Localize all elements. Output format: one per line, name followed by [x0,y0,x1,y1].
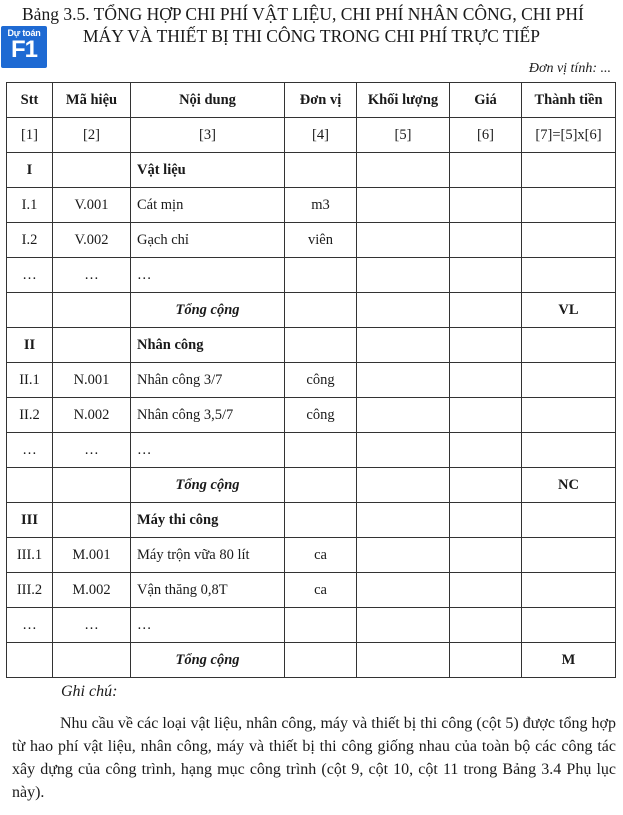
table-cell [357,398,450,433]
table-cell: viên [285,223,357,258]
table-cell: V.002 [53,223,131,258]
index-cell: [6] [450,118,522,153]
table-cell [357,643,450,678]
table-row [7,573,616,608]
header-cell: Stt [7,83,53,118]
table-cell [285,293,357,328]
table-cell: Tổng cộng [131,643,285,678]
table-cell [7,293,53,328]
table-row [7,643,616,678]
table-cell [357,538,450,573]
table-cell [450,468,522,503]
table-cell [53,328,131,363]
table-cell [450,398,522,433]
table-cell: … [131,608,285,643]
table-cell [522,538,616,573]
table-cell: Vật liệu [131,153,285,188]
table-cell [450,433,522,468]
table-row [7,503,616,538]
table-cell: Cát mịn [131,188,285,223]
table-cell: … [7,433,53,468]
table-cell [7,468,53,503]
index-cell: [7]=[5]x[6] [522,118,616,153]
table-cell [357,188,450,223]
header-cell: Thành tiền [522,83,616,118]
table-cell: công [285,363,357,398]
index-cell: [5] [357,118,450,153]
table-cell [285,608,357,643]
table-cell: … [53,608,131,643]
table-cell: … [131,258,285,293]
table-cell [450,363,522,398]
table-cell: III [7,503,53,538]
table-cell [357,293,450,328]
table-cell [522,153,616,188]
table-cell [285,503,357,538]
table-cell [357,503,450,538]
table-cell [285,153,357,188]
table-cell [357,328,450,363]
table-cell [522,608,616,643]
table-cell: Nhân công 3,5/7 [131,398,285,433]
table-cell [450,328,522,363]
table-row [7,188,616,223]
table-cell: II.2 [7,398,53,433]
table-cell [450,503,522,538]
table-cell [53,503,131,538]
table-cell [357,573,450,608]
table-cell: II.1 [7,363,53,398]
header-cell: Khối lượng [357,83,450,118]
header-row [7,83,616,118]
table-cell [7,643,53,678]
table-cell [450,153,522,188]
table-cell: M.001 [53,538,131,573]
table-cell: I [7,153,53,188]
logo-caption: Dự toán [7,28,41,38]
table-cell [53,153,131,188]
table-cell [357,433,450,468]
unit-label: Đơn vị tính: ... [528,61,611,76]
table-cell [522,363,616,398]
table-cell [450,608,522,643]
table-row [7,363,616,398]
table-cell: III.1 [7,538,53,573]
table-cell [285,468,357,503]
table-cell [522,188,616,223]
table-cell: công [285,398,357,433]
table-row [7,398,616,433]
header-cell: Mã hiệu [53,83,131,118]
index-cell: [1] [7,118,53,153]
table-cell [522,328,616,363]
table-cell [522,573,616,608]
table-cell: Nhân công 3/7 [131,363,285,398]
table-cell [285,643,357,678]
table-cell: Vận thăng 0,8T [131,573,285,608]
table-cell: VL [522,293,616,328]
table-cell [450,538,522,573]
table-cell: II [7,328,53,363]
table-cell [357,363,450,398]
table-cell: M.002 [53,573,131,608]
table-row [7,293,616,328]
table-cell [285,433,357,468]
table-cell: … [53,433,131,468]
table-cell: … [131,433,285,468]
logo-mark: F1 [10,36,37,63]
table-cell: … [7,608,53,643]
table-cell: … [53,258,131,293]
table-cell: Nhân công [131,328,285,363]
table-cell: Gạch chỉ [131,223,285,258]
table-title-line-1: Bảng 3.5. TỔNG HỢP CHI PHÍ VẬT LIỆU, CHI PHÍ NHÂN CÔNG, CHI PHÍ [22,4,584,24]
table-title-line-2: MÁY VÀ THIẾT BỊ THI CÔNG TRONG CHI PHÍ TRỰC TIẾP [83,26,540,46]
table-row [7,538,616,573]
table-cell: m3 [285,188,357,223]
table-cell: III.2 [7,573,53,608]
table-cell [285,258,357,293]
table-cell [522,398,616,433]
table-cell [450,573,522,608]
header-cell: Giá [450,83,522,118]
table-row [7,328,616,363]
table-cell: Tổng cộng [131,468,285,503]
table-row [7,608,616,643]
table-cell [522,503,616,538]
table-row [7,258,616,293]
header-cell: Nội dung [131,83,285,118]
table-cell [450,188,522,223]
table-cell: Máy thi công [131,503,285,538]
table-cell: I.1 [7,188,53,223]
table-cell [285,328,357,363]
table-cell [357,223,450,258]
table-cell [522,223,616,258]
table-cell [522,433,616,468]
table-cell [450,258,522,293]
index-row [7,118,616,153]
table-cell [357,468,450,503]
table-cell: Tổng cộng [131,293,285,328]
note-paragraph: Nhu cầu về các loại vật liệu, nhân công, máy và thiết bị thi công (cột 5) được tổng hợp từ hao phí vật liệu, nhân công, máy và thiết bị thi công giống nhau của toàn bộ các công tác xây dựng của công trình, hạng mục công trình (cột 9, cột 10, cột 11 trong Bảng 3.4 Phụ lục này). [12,715,616,801]
table-row [7,468,616,503]
table-cell [357,608,450,643]
table-cell [53,468,131,503]
table-row [7,153,616,188]
table-cell: … [7,258,53,293]
table-cell [522,258,616,293]
header-cell: Đơn vị [285,83,357,118]
table-cell: M [522,643,616,678]
index-cell: [2] [53,118,131,153]
table-cell [357,153,450,188]
table-cell [450,293,522,328]
table-row [7,433,616,468]
table-cell [53,293,131,328]
table-cell [357,258,450,293]
cost-summary-table [6,82,616,678]
table-cell: Máy trộn vữa 80 lít [131,538,285,573]
note-heading: Ghi chú: [61,683,118,700]
table-row [7,223,616,258]
table-cell: N.002 [53,398,131,433]
table-cell [450,223,522,258]
table-cell: NC [522,468,616,503]
table-cell: ca [285,573,357,608]
table-cell: ca [285,538,357,573]
table-cell: V.001 [53,188,131,223]
table-cell [53,643,131,678]
table-cell: N.001 [53,363,131,398]
table-cell [450,643,522,678]
index-cell: [3] [131,118,285,153]
table-cell: I.2 [7,223,53,258]
index-cell: [4] [285,118,357,153]
